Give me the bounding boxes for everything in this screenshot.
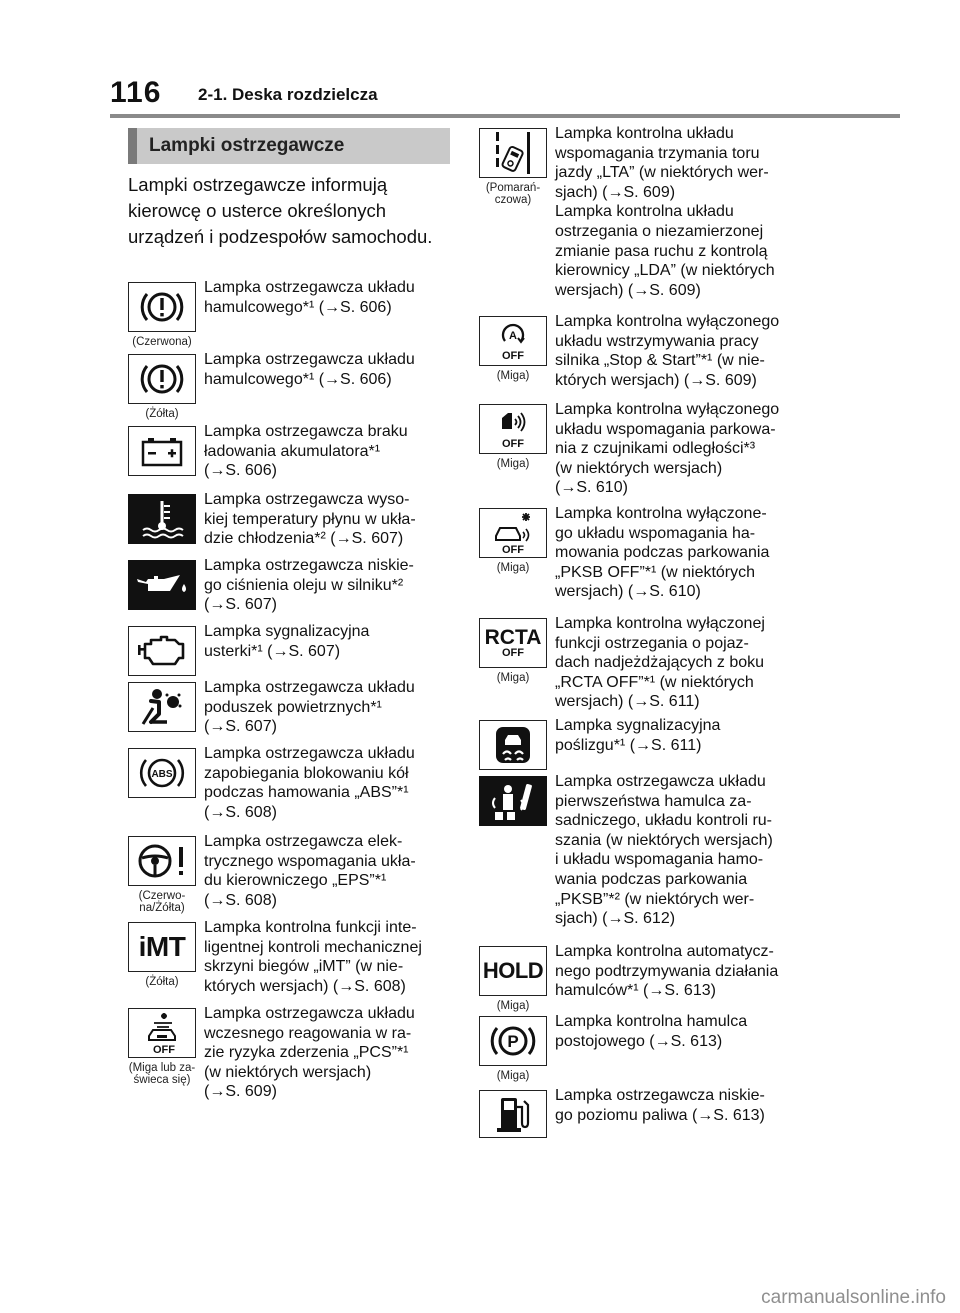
off-label: OFF: [502, 438, 524, 450]
entry-description: Lampka sygnalizacyjna poślizgu*¹ (→S. 611): [555, 717, 721, 754]
abs-label: ABS: [151, 769, 173, 780]
entry-caption: (Czerwo- na/Żółta): [138, 890, 186, 914]
entry-description: Lampka ostrzegawcza braku ładowania akumulatora*¹ (→S. 606): [204, 423, 408, 480]
entry-description: Lampka kontrolna układu wspomagania trzymania toru jazdy „LTA” (w niektórych wer- sjach) (→S. 609) Lampka kontrolna układu ostrzegania o niezamierzonej zmianie pasa ruchu z kontrolą kierownicy „LDA” (w niektórych wersjach) (→S. 609): [555, 125, 775, 299]
entry-caption: (Pomarań- czowa): [485, 182, 541, 206]
entry-description: Lampka ostrzegawcza elek- trycznego wspomagania ukła- du kierowniczego „EPS”*¹ (→S. 608): [204, 833, 416, 909]
brake-hold-icon: [479, 946, 547, 996]
eps-icon: [128, 836, 196, 886]
page-number: 116: [110, 76, 162, 109]
imt-icon: [128, 922, 196, 972]
hold-label: HOLD: [482, 958, 544, 983]
section-title: Lampki ostrzegawcze: [128, 128, 450, 164]
entry-description: Lampka ostrzegawcza układu wczesnego reagowania w ra- zie ryzyka zderzenia „PCS”*¹ (w niektórych wersjach) (→S. 609): [204, 1005, 415, 1101]
off-label: OFF: [502, 647, 524, 659]
header-rule: [110, 114, 900, 118]
entry-caption: (Miga lub za- świeca się): [128, 1062, 196, 1086]
rcta-label: RCTA: [484, 626, 542, 649]
entry-description: Lampka kontrolna wyłączonej funkcji ostrzegania o pojaz- dach nadjeżdżających z boku „RCTA OFF”*¹ (w niektórych wersjach) (→S. 611): [555, 615, 765, 711]
off-label: OFF: [153, 1044, 175, 1056]
chapter-title: 2-1. Deska rozdzielcza: [198, 85, 378, 104]
entry-caption: (Miga): [496, 458, 530, 470]
parking-brake-icon: [479, 1016, 547, 1066]
entry-description: Lampka kontrolna funkcji inte- ligentnej kontroli mechanicznej skrzyni biegów „iMT” (w nie- których wersjach) (→S. 608): [204, 919, 422, 995]
entry-description: Lampka ostrzegawcza wyso- kiej temperatury płynu w ukła- dzie chłodzenia*² (→S. 607): [204, 491, 416, 548]
entry-description: Lampka kontrolna hamulca postojowego (→S. 613): [555, 1013, 748, 1050]
off-label: OFF: [502, 350, 524, 362]
pksb-off-icon: [479, 508, 547, 558]
entry-description: Lampka kontrolna automatycz- nego podtrzymywania działania hamulców*¹ (→S. 613): [555, 943, 779, 1000]
entry-caption: (Miga): [496, 370, 530, 382]
lane-trace-icon: [479, 128, 547, 178]
stop-start-off-icon: [479, 316, 547, 366]
section-intro: Lampki ostrzegawcze informują kierowcę o usterce określonych urządzeń i podzespołów samochodu.: [128, 174, 433, 247]
entry-caption: (Miga): [496, 1070, 530, 1082]
brake-override-icon: [479, 776, 547, 826]
entry-description: Lampka ostrzegawcza niskie- go ciśnienia oleju w silniku*² (→S. 607): [204, 557, 414, 614]
entry-description: Lampka ostrzegawcza niskie- go poziomu paliwa (→S. 613): [555, 1087, 765, 1124]
entry-caption: (Miga): [496, 562, 530, 574]
off-label: OFF: [502, 544, 524, 556]
coolant-temperature-icon: [128, 494, 196, 544]
abs-icon: [128, 748, 196, 798]
entry-description: Lampka kontrolna wyłączone- go układu wspomagania ha- mowania podczas parkowania „PKSB OFF”*¹ (w niektórych wersjach) (→S. 610): [555, 505, 770, 601]
start-stop-letter: A: [509, 330, 517, 342]
low-fuel-icon: [479, 1090, 547, 1138]
parking-sensor-off-icon: [479, 404, 547, 454]
watermark: carmanualsonline.info: [761, 1287, 946, 1308]
imt-label: iMT: [138, 931, 186, 962]
airbag-icon: [128, 682, 196, 732]
entry-description: Lampka sygnalizacyjna usterki*¹ (→S. 607): [204, 623, 370, 660]
brake-system-icon: [128, 282, 196, 332]
entry-caption: (Miga): [496, 1000, 530, 1012]
entry-description: Lampka ostrzegawcza układu zapobiegania blokowaniu kół podczas hamowania „ABS”*¹ (→S. 608): [204, 745, 415, 821]
entry-description: Lampka ostrzegawcza układu hamulcowego*¹ (→S. 606): [204, 279, 415, 316]
entry-caption: (Żółta): [145, 408, 179, 420]
battery-icon: [128, 426, 196, 476]
entry-description: Lampka kontrolna wyłączonego układu wspomagania parkowa- nia z czujnikami odległości*³ (w niektórych wersjach) (→S. 610): [555, 401, 780, 497]
slip-indicator-icon: [479, 720, 547, 770]
pcs-off-icon: [128, 1008, 196, 1058]
entry-description: Lampka ostrzegawcza układu poduszek powietrznych*¹ (→S. 607): [204, 679, 415, 736]
entry-description: Lampka kontrolna wyłączonego układu wstrzymywania pracy silnika „Stop & Start”*¹ (w nie- których wersjach) (→S. 609): [555, 313, 780, 389]
oil-pressure-icon: [128, 560, 196, 610]
entry-description: Lampka ostrzegawcza układu pierwszeństwa hamulca za- sadniczego, układu kontroli ru- szania (w niektórych wersjach) i układu wspomagania hamo- wania podczas parkowania „PKSB”*² (w niektórych wer- sjach) (→S. 612): [555, 773, 773, 928]
brake-system-icon: [128, 354, 196, 404]
entry-description: Lampka ostrzegawcza układu hamulcowego*¹ (→S. 606): [204, 351, 415, 388]
rcta-off-icon: [479, 618, 547, 668]
entry-caption: (Miga): [496, 672, 530, 684]
entry-caption: (Żółta): [145, 976, 179, 988]
park-label: P: [507, 1032, 519, 1051]
check-engine-icon: [128, 626, 196, 676]
entry-caption: (Czerwona): [132, 336, 192, 348]
